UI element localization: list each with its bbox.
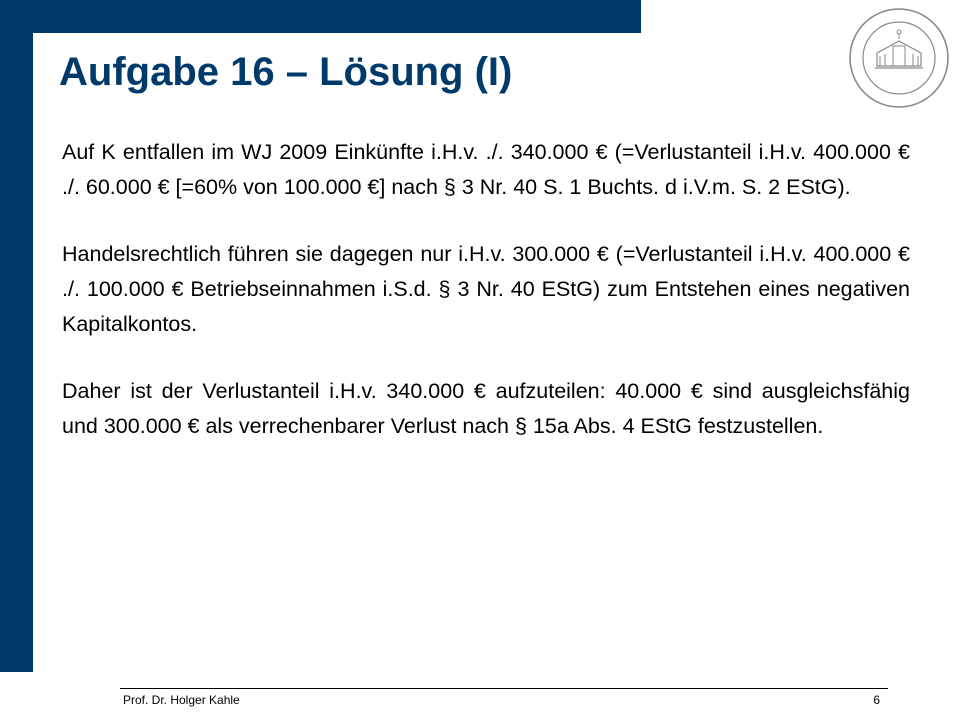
slide-title: Aufgabe 16 – Lösung (I) bbox=[59, 50, 513, 94]
slide-body bbox=[62, 135, 910, 476]
university-seal-icon bbox=[847, 6, 951, 110]
paragraph-2: Handelsrechtlich führen sie dagegen nur i.H.v. 300.000 € (=Verlustanteil i.H.v. 400.000 € ./. 100.000 € Betriebseinnahmen i.S.d. § 3 Nr. 40 EStG) zum Entstehen eines negativen Kapitalkontos. bbox=[62, 242, 910, 336]
page-number: 6 bbox=[873, 693, 880, 707]
footer-divider bbox=[120, 688, 888, 689]
paragraph-3: Daher ist der Verlustanteil i.H.v. 340.000 € aufzuteilen: 40.000 € sind ausgleichsfähig und 300.000 € als verrechenbarer Verlust nach § 15a Abs. 4 EStG festzustellen. bbox=[62, 379, 910, 438]
top-brand-bar bbox=[0, 0, 641, 33]
left-brand-bar bbox=[0, 0, 33, 672]
footer-author: Prof. Dr. Holger Kahle bbox=[123, 693, 240, 707]
paragraph-1: Auf K entfallen im WJ 2009 Einkünfte i.H.v. ./. 340.000 € (=Verlustanteil i.H.v. 400.000 € ./. 60.000 € [=60% von 100.000 €] nach § 3 Nr. 40 S. 1 Buchts. d i.V.m. S. 2 EStG). bbox=[62, 140, 910, 199]
